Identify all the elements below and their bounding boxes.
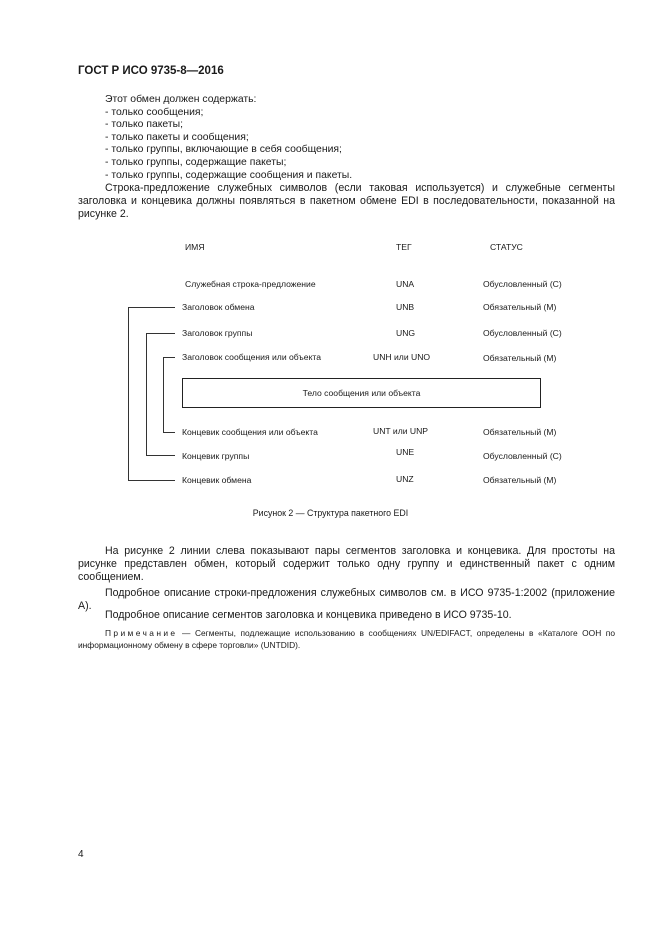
figure-caption: Рисунок 2 — Структура пакетного EDI [252,508,409,518]
list-item: - только группы, включающие в себя сообщения; [105,144,342,156]
paragraph-3: Подробное описание сегментов заголовка и концевика приведено в ИСО 9735-10. [105,609,512,621]
interchange-bracket-side [128,307,129,480]
intro-lead: Этот обмен должен содержать: [105,94,257,105]
column-header-status: СТАТУС [490,242,523,252]
paragraph-2: Подробное описание строки-предложения служебных символов см. в ИСО 9735-1:2002 (приложение А). [78,587,615,612]
message-bracket-side [163,357,164,432]
row-status-une: Обусловленный (С) [483,451,562,461]
row-name-unz: Концевик обмена [182,475,252,485]
message-bracket-top [163,357,175,358]
row-name-unt: Концевик сообщения или объекта [182,427,318,437]
list-item: - только сообщения; [105,106,204,118]
list-item: - только пакеты; [105,119,183,131]
group-bracket-top [146,333,175,334]
list-item: - только группы, содержащие пакеты; [105,156,287,168]
row-tag-unz: UNZ [396,474,414,484]
row-tag-ung: UNG [396,328,416,338]
row-tag-una: UNA [396,279,415,289]
paragraph-1: На рисунке 2 линии слева показывают пары сегментов заголовка и концевика. Для простоты на рисунке представлен обмен, который содержит только одну группу и единственный пакет с одним сообщением. [78,545,615,583]
row-status-unh: Обязательный (М) [483,353,557,363]
row-name-unh: Заголовок сообщения или объекта [182,352,322,362]
row-tag-une: UNE [396,447,415,457]
message-body-box: Тело сообщения или объекта [182,378,541,408]
row-status-unb: Обязательный (М) [483,302,557,312]
list-item: - только пакеты и сообщения; [105,131,249,143]
intro-list [105,94,352,182]
row-status-una: Обусловленный (С) [483,279,562,289]
note [78,627,615,651]
row-status-ung: Обусловленный (С) [483,328,562,338]
document-header: ГОСТ Р ИСО 9735-8—2016 [78,65,224,77]
column-header-name: ИМЯ [185,242,205,252]
interchange-bracket-top [128,307,175,308]
row-status-unt: Обязательный (М) [483,427,557,437]
list-item: - только группы, содержащие сообщения и пакеты. [105,169,353,181]
row-name-ung: Заголовок группы [182,328,253,338]
row-tag-unt: UNT или UNP [373,426,429,436]
note-label: Примечание [105,628,178,638]
message-bracket-bottom [163,432,175,433]
row-name-unb: Заголовок обмена [182,302,255,312]
row-name-una: Служебная строка-предложение [185,279,316,289]
row-tag-unb: UNB [396,302,415,312]
interchange-bracket-bottom [128,480,175,481]
column-header-tag: ТЕГ [396,242,412,252]
row-status-unz: Обязательный (М) [483,475,557,485]
row-name-une: Концевик группы [182,451,250,461]
group-bracket-side [146,333,147,455]
row-tag-unh: UNH или UNO [373,352,431,362]
note-text: — Сегменты, подлежащие использованию в сообщениях UN/EDIFACT, определены в «Каталоге ООН по информационному обмену в сфере торговли» (UNTDID). [78,628,615,651]
page-number: 4 [78,849,84,860]
intro-paragraph: Строка-предложение служебных символов (если таковая используется) и служебные сегменты заголовка и концевика должны появляться в пакетном обмене EDI в последовательности, показанной на рисунке 2. [78,182,615,220]
group-bracket-bottom [146,455,175,456]
